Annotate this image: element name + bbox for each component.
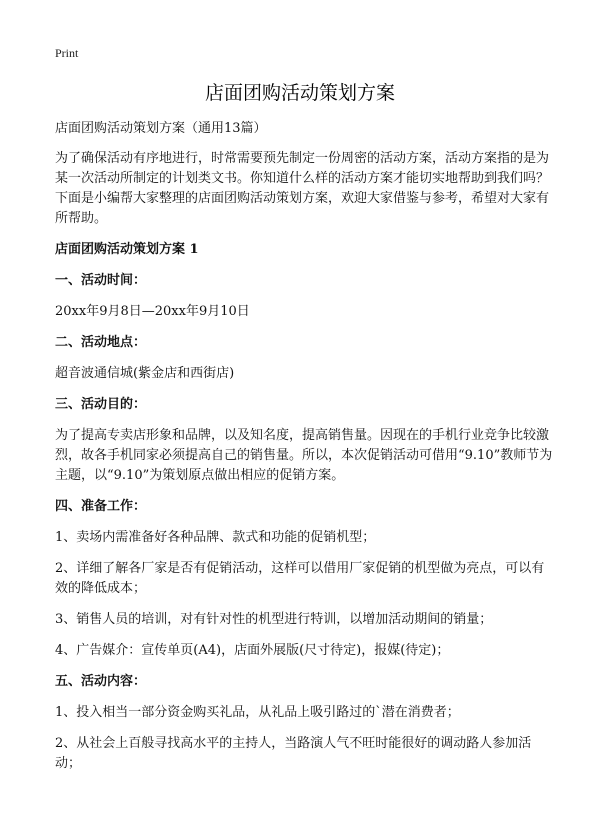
section-title: 店面团购活动策划方案 1 [55, 242, 199, 257]
preparation-item: 1、卖场内需准备好各种品牌、款式和功能的促销机型； [55, 530, 376, 545]
preparation-item: 2、详细了解各厂家是否有促销活动，这样可以借用厂家促销的机型做为亮点，可以有效的降低成本； [55, 561, 545, 596]
page-title: 店面团购活动策划方案 [204, 82, 395, 104]
preparation-item: 3、销售人员的培训，对有针对性的机型进行特训，以增加活动期间的销量； [55, 612, 493, 627]
print-link[interactable]: Print [55, 46, 79, 60]
preparation-item: 4、广告媒介：宣传单页(A4)，店面外展版(尺寸待定)，报媒(待定)； [55, 643, 450, 658]
content-item: 2、从社会上百般寻找高水平的主持人，当路演人气不旺时能很好的调动路人参加活动； [55, 736, 532, 771]
content-item: 1、投入相当一部分资金购买礼品，从礼品上吸引路过的`潜在消费者； [55, 705, 460, 720]
heading-preparation: 四、准备工作： [55, 499, 147, 514]
heading-activity-place: 二、活动地点： [55, 335, 147, 350]
intro-paragraph: 为了确保活动有序地进行，时常需要预先制定一份周密的活动方案，活动方案指的是为某一次活动所制定的计划类文书。你知道什么样的活动方案才能切实地帮助到我们吗？下面是小编帮大家整理的店面团购活动策划方案，欢迎大家借鉴与参考，希望对大家有所帮助。 [55, 151, 550, 226]
article-subtitle: 店面团购活动策划方案（通用13篇） [55, 121, 267, 136]
heading-activity-time: 一、活动时间： [55, 273, 147, 288]
article-body [55, 119, 555, 785]
heading-activity-content: 五、活动内容： [55, 674, 147, 689]
activity-place: 超音波通信城(紫金店和西街店) [55, 366, 235, 381]
heading-activity-goal: 三、活动目的： [55, 397, 147, 412]
activity-time: 20xx年9月8日—20xx年9月10日 [55, 304, 250, 319]
activity-goal: 为了提高专卖店形象和品牌，以及知名度，提高销售量。因现在的手机行业竞争比较激烈，故各手机同家必须提高自己的销售量。所以，本次促销活动可借用“9.10”教师节为主题，以“9.10”为策划原点做出相应的促销方案。 [55, 428, 553, 483]
